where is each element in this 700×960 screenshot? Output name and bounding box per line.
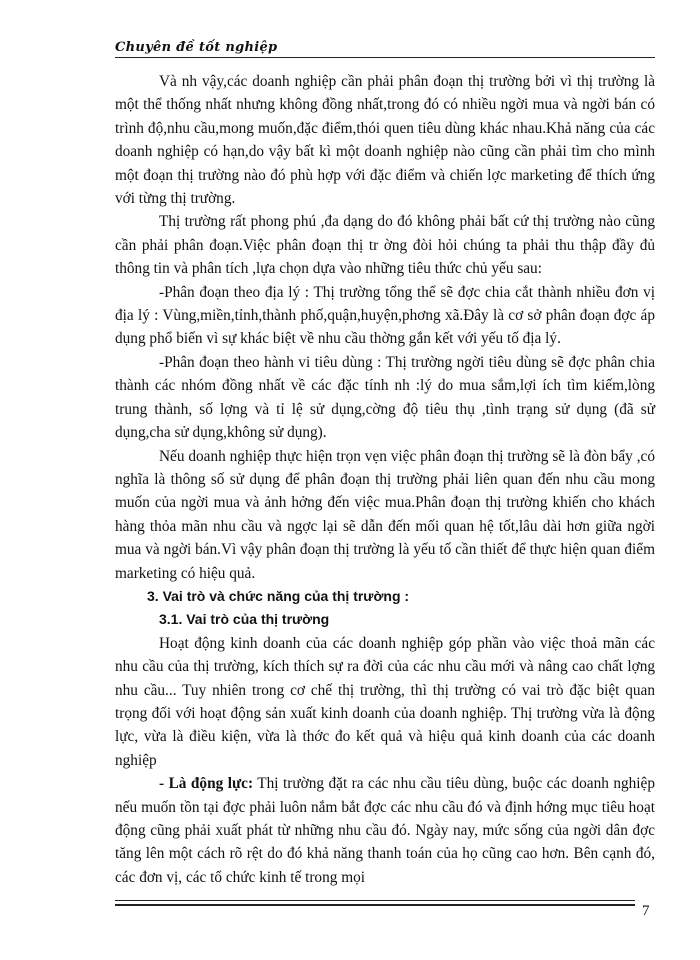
motive-lead: - Là động lực: — [159, 775, 254, 793]
header-divider — [115, 57, 655, 58]
document-body — [115, 70, 655, 889]
motive-text: Thị trường đặt ra các nhu cầu tiêu dùng, buộc các doanh nghiệp nếu muốn tồn tại đợc phải luôn nắm bắt đợc các nhu cầu đó và định hớng mục tiêu hoạt động cũng phải xuất phát từ những nhu cầu đó. Ngày nay, mức sống của ngời dân đợc tăng lên một cách rõ rệt do đó khả năng thanh toán của họ cũng cao hơn. Bên cạnh đó, các đơn vị, các tổ chức kinh tế trong mọi — [115, 775, 655, 886]
paragraph-behavioral-segmentation: -Phân đoạn theo hành vi tiêu dùng : Thị trường ngời tiêu dùng sẽ đợc phân chia thành các nhóm đồng nhất về các đặc tính nh :lý do mua sắm,lợi ích tìm kiếm,lòng trung thành, số lợng và tỉ lệ sử dụng,cờng độ tiêu thụ ,tình trạng sử dụng (đã sử dụng,cha sử dụng,không sử dụng). — [115, 353, 655, 442]
page-number: 7 — [642, 903, 650, 919]
footer-divider-thick — [115, 904, 635, 906]
paragraph-segmentation-benefit: Nếu doanh nghiệp thực hiện trọn vẹn việc phân đoạn thị trường sẽ là đòn bẩy ,có nghĩa là thông số sử dụng để phân đoạn thị trường phải liên quan đến nhu cầu mong muốn của ngời mua và ảnh hởng đến việc mua.Phân đoạn thị trường khiến cho khách hàng thỏa mãn nhu cầu và ngợc lại sẽ dẫn đến mối quan hệ tốt,lâu dài hơn giữa ngời mua và ngời bán.Vì vậy phân đoạn thị trường là yếu tố cần thiết để thực hiện quan điểm marketing có hiệu quả. — [115, 447, 655, 582]
paragraph-geographic-segmentation: -Phân đoạn theo địa lý : Thị trường tổng thể sẽ đợc chia cắt thành nhiều đơn vị địa lý : Vùng,miền,tỉnh,thành phố,quận,huyện,phơng xã.Đây là cơ sở phân đoạn đợc áp dụng phổ biến vì sự khác biệt về nhu cầu thờng gắn kết với yếu tố địa lý. — [115, 283, 655, 348]
paragraph-motive — [115, 772, 655, 889]
heading-3: 3. Vai trò và chức năng của thị trường : — [147, 587, 410, 604]
paragraph-market-role: Hoạt động kinh doanh của các doanh nghiệp góp phần vào việc thoả mãn các nhu cầu của thị trường, kích thích sự ra đời của các nhu cầu mới và nâng cao chất lợng nhu cầu... Tuy nhiên trong cơ chế thị trường, thì thị trường có vai trò đặc biệt quan trọng đối với hoạt động sản xuất kinh doanh của doanh nghiệp. Thị trường vừa là động lực, vừa là điều kiện, vừa là thớc đo kết quả và hiệu quả kinh doanh của các doanh nghiệp — [115, 634, 655, 769]
paragraph-segmentation-reason: Và nh vậy,các doanh nghiệp cần phải phân đoạn thị trường bởi vì thị trường là một thể thống nhất nhưng không đồng nhất,trong đó có nhiều ngời mua và ngời bán có trình độ,nhu cầu,mong muốn,đặc điểm,thói quen tiêu dùng khác nhau.Khả năng của các doanh nghiệp có hạn,do vậy bất kì một doanh nghiệp nào cũng cần phải tìm cho mình một đoạn thị trường nào đó phù hợp với đặc điểm và chiến lợc marketing để thích ứng với từng thị trường. — [115, 73, 655, 208]
heading-3-1: 3.1. Vai trò của thị trường — [159, 611, 330, 628]
page-header-title: Chuyên đề tốt nghiệp — [115, 40, 278, 55]
paragraph-segmentation-criteria: Thị trường rất phong phú ,đa dạng do đó không phải bất cứ thị trường nào cũng cần phải phân đoạn.Việc phân đoạn thị tr ờng đòi hỏi chúng ta phải thu thập đầy đủ thông tin và phân tích ,lựa chọn dựa vào những tiêu thức chủ yếu sau: — [115, 213, 655, 278]
footer-divider-thin — [115, 900, 635, 901]
